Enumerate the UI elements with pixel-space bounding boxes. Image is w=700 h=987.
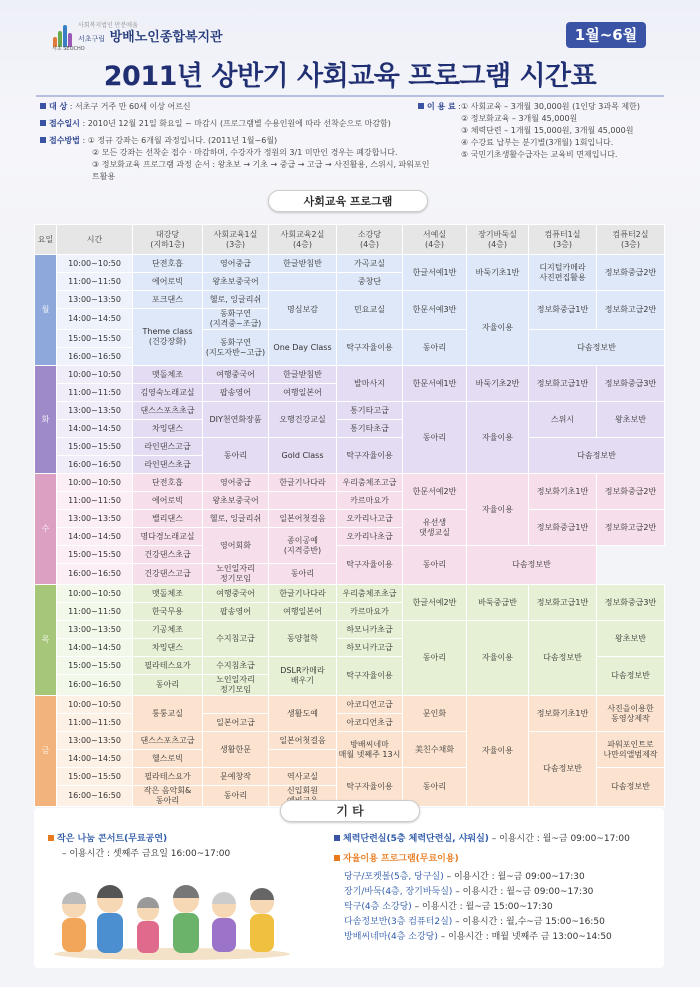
class-cell: 일본어고급	[203, 714, 269, 732]
time-cell: 15:00~15:50	[57, 657, 133, 675]
section-title-social: 사회교육 프로그램	[268, 190, 428, 212]
free-program-title: 자율이용 프로그램(무료이용)	[343, 854, 459, 864]
class-cell: 김영숙노래교실	[133, 384, 203, 402]
info-target-text: : 서초구 거주 만 60세 이상 어르신	[69, 102, 191, 111]
class-cell: 차밍댄스	[133, 420, 203, 438]
org-prefix: 서초구립	[78, 35, 106, 43]
header-room1: 사회교육1실 (3층)	[203, 225, 269, 255]
class-cell: 다솜정보반	[529, 438, 665, 474]
class-cell: 왕초보중국어	[203, 273, 269, 291]
class-cell: 정보화고급2반	[597, 510, 665, 546]
class-cell: 유선생 댓생교실	[403, 510, 467, 546]
class-cell: 맷돌체조	[133, 366, 203, 384]
class-cell: 여행중국어	[203, 585, 269, 603]
class-cell: 다솜정보반	[529, 732, 597, 807]
class-cell: 생활한문	[203, 732, 269, 768]
info-label-date: 접수일시	[49, 119, 80, 128]
class-cell: 정보화고급1반	[529, 585, 597, 621]
free-item	[344, 870, 664, 885]
class-cell: 카르마요가	[337, 492, 403, 510]
info-label-target: 대 상	[49, 102, 68, 111]
class-cell: 영어회화	[203, 528, 269, 564]
time-cell: 10:00~10:50	[57, 255, 133, 273]
time-cell: 16:00~16:50	[57, 456, 133, 474]
class-cell: 댄스스포츠초급	[133, 402, 203, 420]
class-cell: 바둑중급반	[467, 585, 529, 621]
class-cell: 동아리	[133, 675, 203, 696]
class-cell: 한글서예1반	[403, 255, 467, 291]
class-cell: DIY천연화장품	[203, 402, 269, 438]
class-cell: 노인일자리 정기모임	[203, 675, 269, 696]
time-cell: 10:00~10:50	[57, 366, 133, 384]
class-cell: 다솜정보반	[529, 330, 665, 366]
fee-item-1: ① 사회교육 – 3개월 30,000원 (1인당 3과목 제한)	[461, 102, 640, 111]
time-cell: 13:00~13:50	[57, 291, 133, 309]
class-cell: 포크댄스	[133, 291, 203, 309]
class-cell: 헬스로빅	[133, 750, 203, 768]
class-cell: 헬로, 잉글리쉬	[203, 510, 269, 528]
class-cell: 자율이용	[467, 696, 529, 807]
class-cell: 여행일본어	[269, 603, 337, 621]
org-logo	[52, 22, 223, 47]
class-cell: 팝송영어	[203, 384, 269, 402]
class-cell: 건강댄스초급	[133, 546, 203, 564]
class-cell: 필라테스요가	[133, 657, 203, 675]
header-calligraphy: 서예실 (4층)	[403, 225, 467, 255]
class-cell: 탁구자율이용	[337, 768, 403, 807]
time-cell: 13:00~13:50	[57, 510, 133, 528]
time-cell: 14:00~14:50	[57, 639, 133, 657]
class-cell: 동아리	[403, 546, 467, 585]
time-cell: 16:00~16:50	[57, 786, 133, 807]
class-cell: 아코디언고급	[337, 696, 403, 714]
class-cell: 다솜정보반	[529, 621, 597, 696]
class-cell: 동아리	[403, 621, 467, 696]
schedule-table	[34, 224, 665, 807]
class-cell: 가곡교실	[337, 255, 403, 273]
free-item-name: 당구/포켓볼(5층, 당구실)	[344, 872, 444, 882]
class-cell: 동아리	[403, 402, 467, 474]
info-label-method: 접수방법	[49, 136, 80, 145]
seal-logo-icon	[52, 23, 74, 47]
class-cell: 동아리	[203, 438, 269, 474]
time-cell: 16:00~16:50	[57, 564, 133, 585]
class-cell: 한글기나다라	[269, 474, 337, 492]
class-cell: 탁구자율이용	[337, 330, 403, 366]
class-cell: 왕초보중국어	[203, 492, 269, 510]
class-cell: 동양철학	[269, 621, 337, 657]
class-cell: 노인일자리 정기모임	[203, 564, 269, 585]
free-program-block	[334, 852, 664, 945]
class-cell: 다솜정보반	[597, 768, 665, 807]
class-cell: 헬로, 잉글리쉬	[203, 291, 269, 309]
class-cell: 하모니카초급	[337, 621, 403, 639]
header-room2: 사회교육2실 (4층)	[269, 225, 337, 255]
class-cell: 팝송영어	[203, 603, 269, 621]
class-cell: 자율이용	[467, 474, 529, 546]
class-cell: 기공체조	[133, 621, 203, 639]
day-fri: 금	[35, 696, 57, 807]
class-cell: 라인댄스초급	[133, 456, 203, 474]
class-cell: 바둑기초2반	[467, 366, 529, 402]
header-pc2: 컴퓨터2실 (3층)	[597, 225, 665, 255]
class-cell	[269, 750, 337, 768]
class-cell: 방배씨네마 매월 넷째주 13시	[337, 732, 403, 768]
class-cell: 작은 음악회& 동아리	[133, 786, 203, 807]
free-item-time: – 이용시간 : 매월 넷째주 금 13:00~14:50	[437, 932, 612, 942]
fee-item-5: ⑤ 국민기초생활수급자는 교육비 면제입니다.	[461, 150, 618, 159]
free-item-time: – 이용시간 : 월,수~금 15:00~16:50	[452, 917, 605, 927]
time-cell: 10:00~10:50	[57, 696, 133, 714]
class-cell: 생활도예	[269, 696, 337, 732]
class-cell: 차밍댄스	[133, 639, 203, 657]
class-cell: 여행중국어	[203, 366, 269, 384]
time-cell: 13:00~13:50	[57, 402, 133, 420]
info-method-text: : ① 정규 강좌는 6개월 과정입니다. (2011년 1월~6월)	[82, 136, 278, 145]
class-cell: 동아리	[403, 330, 467, 366]
time-cell: 15:00~15:50	[57, 330, 133, 348]
time-cell: 15:00~15:50	[57, 546, 133, 564]
header-day: 요일	[35, 225, 57, 255]
class-cell: 美친수채화	[403, 732, 467, 768]
class-cell: 한글기나다라	[269, 585, 337, 603]
class-cell: 퉁퉁교실	[133, 696, 203, 732]
class-cell: 자율이용	[467, 621, 529, 696]
free-item-name: 장기/바둑(4층, 장기바둑실)	[344, 887, 453, 897]
class-cell: 맷돌체조	[133, 585, 203, 603]
class-cell: 오행건강교실	[269, 402, 337, 438]
class-cell: 한문서예1반	[403, 366, 467, 402]
class-cell: 동화구연 (지도자반~고급)	[203, 330, 269, 366]
class-cell: 정보화중급1반	[529, 510, 597, 546]
fitness-title: 체력단련실(5층 체력단련실, 샤워실)	[343, 834, 489, 844]
time-cell: 14:00~14:50	[57, 309, 133, 330]
class-cell: 한글받침반	[269, 255, 337, 273]
info-right: 이 용 료 : ① 사회교육 – 3개월 30,000원 (1인당 3과목 제한) ② 정보화교육 – 3개월 45,000원 ③ 체력단련 – 1개월 15,000원, 3개월 45,000원 ④ 수강료 납부는 분기별(3개월) 1회입니다. ⑤ 국민기초생활수급자는 교육비 면제입니다.	[418, 101, 678, 161]
class-cell: 동아리	[203, 786, 269, 807]
class-cell: 우리춤체조고급	[337, 474, 403, 492]
time-cell: 11:00~11:50	[57, 603, 133, 621]
logo-caption: 서초 SEOCHO	[52, 46, 85, 52]
class-cell: 명심보감	[269, 291, 337, 330]
day-mon: 월	[35, 255, 57, 366]
concert-title: 작은 나눔 콘서트(무료공연)	[57, 834, 168, 844]
class-cell: 자율이용	[467, 291, 529, 366]
header-small-hall: 소강당 (4층)	[337, 225, 403, 255]
class-cell: 발마사지	[337, 366, 403, 402]
class-cell: 필라테스요가	[133, 768, 203, 786]
class-cell: Gold Class	[269, 438, 337, 474]
class-cell: Theme class (건강장화)	[133, 309, 203, 366]
info-method-3: ③ 정보화교육 프로그램 과정 순서 : 왕초보 → 기초 → 중급 → 고급 → 사진활용, 스위시, 파워포인트활용	[92, 160, 430, 181]
class-cell: 신입회원	[269, 786, 337, 807]
class-cell: 정보화중급3반	[597, 585, 665, 621]
day-wed: 수	[35, 474, 57, 585]
time-cell: 11:00~11:50	[57, 273, 133, 291]
class-cell: 단전호흡	[133, 474, 203, 492]
class-cell: 라인댄스고급	[133, 438, 203, 456]
info-left	[40, 101, 430, 183]
class-cell: 통기타고급	[337, 402, 403, 420]
time-cell: 16:00~16:50	[57, 348, 133, 366]
fitness-block	[334, 832, 664, 847]
org-small-text: 사회복지법인 만분애움	[78, 22, 138, 29]
time-cell: 15:00~15:50	[57, 438, 133, 456]
class-cell: 정보화고급1반	[529, 366, 597, 402]
class-cell: 왕초보반	[597, 402, 665, 438]
class-cell: 정보화기초1반	[529, 474, 597, 510]
period-badge: 1월~6월	[566, 22, 646, 48]
etc-title: 기 타	[280, 800, 420, 822]
time-cell: 16:00~16:50	[57, 675, 133, 696]
class-cell: 자율이용	[467, 402, 529, 474]
title-divider	[36, 95, 664, 97]
day-thu: 목	[35, 585, 57, 696]
class-cell: 문예창작	[203, 768, 269, 786]
class-cell: 정보화중급3반	[597, 366, 665, 402]
class-cell: 정보화중급2반	[597, 255, 665, 291]
header-hall: 대강당 (지하1층)	[133, 225, 203, 255]
class-cell: 종이공예 (지격증반)	[269, 528, 337, 564]
class-cell: 정보화중급1반	[529, 291, 597, 330]
class-cell: 명다경노래교실	[133, 528, 203, 546]
class-cell: 오카리나초급	[337, 528, 403, 546]
fee-item-4: ④ 수강료 납부는 분기별(3개월) 1회입니다.	[461, 138, 614, 147]
time-cell: 13:00~13:50	[57, 621, 133, 639]
class-cell: 한글서예2반	[403, 585, 467, 621]
time-cell: 11:00~11:50	[57, 714, 133, 732]
class-cell: 다솜정보반	[597, 657, 665, 696]
class-cell: 영어중급	[203, 474, 269, 492]
class-cell: One Day Class	[269, 330, 337, 366]
class-cell: 에어로빅	[133, 492, 203, 510]
time-cell: 10:00~10:50	[57, 585, 133, 603]
class-cell: 한국무용	[133, 603, 203, 621]
free-item	[344, 885, 664, 900]
class-cell: 댄스스포츠고급	[133, 732, 203, 750]
time-cell: 11:00~11:50	[57, 492, 133, 510]
class-cell	[269, 273, 337, 291]
class-cell: 건강댄스고급	[133, 564, 203, 585]
class-cell: 영어중급	[203, 255, 269, 273]
free-item-time: – 이용시간 : 월~금 09:00~17:30	[443, 872, 585, 882]
concert-block	[48, 832, 328, 862]
class-cell: 중창단	[337, 273, 403, 291]
info-method-2: ② 모든 강좌는 선착순 접수 · 마감하며, 수강자가 정원의 3/1 미만인 경우는 폐강합니다.	[92, 148, 398, 157]
free-item-name: 방배씨네마(4층 소강당)	[344, 932, 438, 942]
time-cell: 15:00~15:50	[57, 768, 133, 786]
free-item-name: 다솜정보반(3층 컴퓨터2실)	[344, 917, 453, 927]
time-cell: 11:00~11:50	[57, 384, 133, 402]
class-cell: 오카리나고급	[337, 510, 403, 528]
class-cell: 일본어첫걸음	[269, 510, 337, 528]
header-baduk: 장기바둑실 (4층)	[467, 225, 529, 255]
class-cell: 우리춤체조초급	[337, 585, 403, 603]
time-cell: 14:00~14:50	[57, 420, 133, 438]
class-cell: 아코디언초급	[337, 714, 403, 732]
class-cell: 탁구자율이용	[337, 546, 403, 585]
class-cell: 밸리댄스	[133, 510, 203, 528]
class-cell: 한문서예2반	[403, 474, 467, 510]
class-cell: 동아리	[403, 768, 467, 807]
elderly-people-illustration	[52, 870, 292, 960]
class-cell: 통기타초급	[337, 420, 403, 438]
class-cell: 에어로빅	[133, 273, 203, 291]
class-cell	[203, 696, 269, 714]
time-cell: 14:00~14:50	[57, 528, 133, 546]
org-name: 방배노인종합복지관	[109, 30, 223, 45]
class-cell: 카르마요가	[337, 603, 403, 621]
class-cell: 민요교실	[337, 291, 403, 330]
class-cell: 탁구자율이용	[337, 438, 403, 474]
class-cell: 문인화	[403, 696, 467, 732]
class-cell: 왕초보반	[597, 621, 665, 657]
class-cell: 동아리	[269, 564, 337, 585]
page-title: 2011년 상반기 사회교육 프로그램 시간표	[103, 61, 597, 92]
fitness-time: – 이용시간 : 월~금 09:00~17:00	[488, 834, 630, 844]
header-pc1: 컴퓨터1실 (3층)	[529, 225, 597, 255]
class-cell: 수지침초급	[203, 657, 269, 675]
class-cell: 다솜정보반	[467, 546, 597, 585]
fee-item-3: ③ 체력단련 – 1개월 15,000원, 3개월 45,000원	[461, 126, 634, 135]
free-item	[344, 930, 664, 945]
free-item-time: – 이용시간 : 월~금 15:00~17:30	[411, 902, 553, 912]
time-cell: 14:00~14:50	[57, 750, 133, 768]
class-cell: 디지털카메라 사진편집활용	[529, 255, 597, 291]
concert-time: – 이용시간 : 셋째주 금요일 16:00~17:00	[62, 849, 231, 859]
class-cell: 역사교실	[269, 768, 337, 786]
class-cell: 정보화기초1반	[529, 696, 597, 732]
class-cell: 파워포인트로 나만의앨범제작	[597, 732, 665, 768]
class-cell: 사진을이용한 동영상제작	[597, 696, 665, 732]
class-cell: 동화구연 (지격중~조급)	[203, 309, 269, 330]
fee-item-2: ② 정보화교육 – 3개월 45,000원	[461, 114, 578, 123]
class-cell: 바둑기초1반	[467, 255, 529, 291]
info-date-text: : 2010년 12월 21일 화요일 ~ 마감시 (프로그램별 수용인원에 따라 선착순으로 마감함)	[82, 119, 391, 128]
fee-label: 이 용 료	[427, 102, 456, 111]
class-cell: 한글받침반	[269, 366, 337, 384]
free-item	[344, 915, 664, 930]
class-cell	[269, 492, 337, 510]
class-cell: 여행일본어	[269, 384, 337, 402]
class-cell: 정보화중급2반	[597, 474, 665, 510]
class-cell: 한문서예3반	[403, 291, 467, 330]
free-item	[344, 900, 664, 915]
class-cell: 스위시	[529, 402, 597, 438]
free-item-time: – 이용시간 : 월~금 09:00~17:30	[452, 887, 594, 897]
class-cell: 단전호흡	[133, 255, 203, 273]
header-time: 시간	[57, 225, 133, 255]
class-cell: 수지침고급	[203, 621, 269, 657]
free-item-name: 탁구(4층 소강당)	[344, 902, 412, 912]
time-cell: 13:00~13:50	[57, 732, 133, 750]
class-cell: DSLR카메라 배우기	[269, 657, 337, 696]
class-cell: 탁구자율이용	[337, 657, 403, 696]
time-cell: 10:00~10:50	[57, 474, 133, 492]
class-cell: 일본어첫걸음	[269, 732, 337, 750]
class-cell: 하모니카고급	[337, 639, 403, 657]
class-cell: 정보화고급2반	[597, 291, 665, 330]
day-tue: 화	[35, 366, 57, 474]
